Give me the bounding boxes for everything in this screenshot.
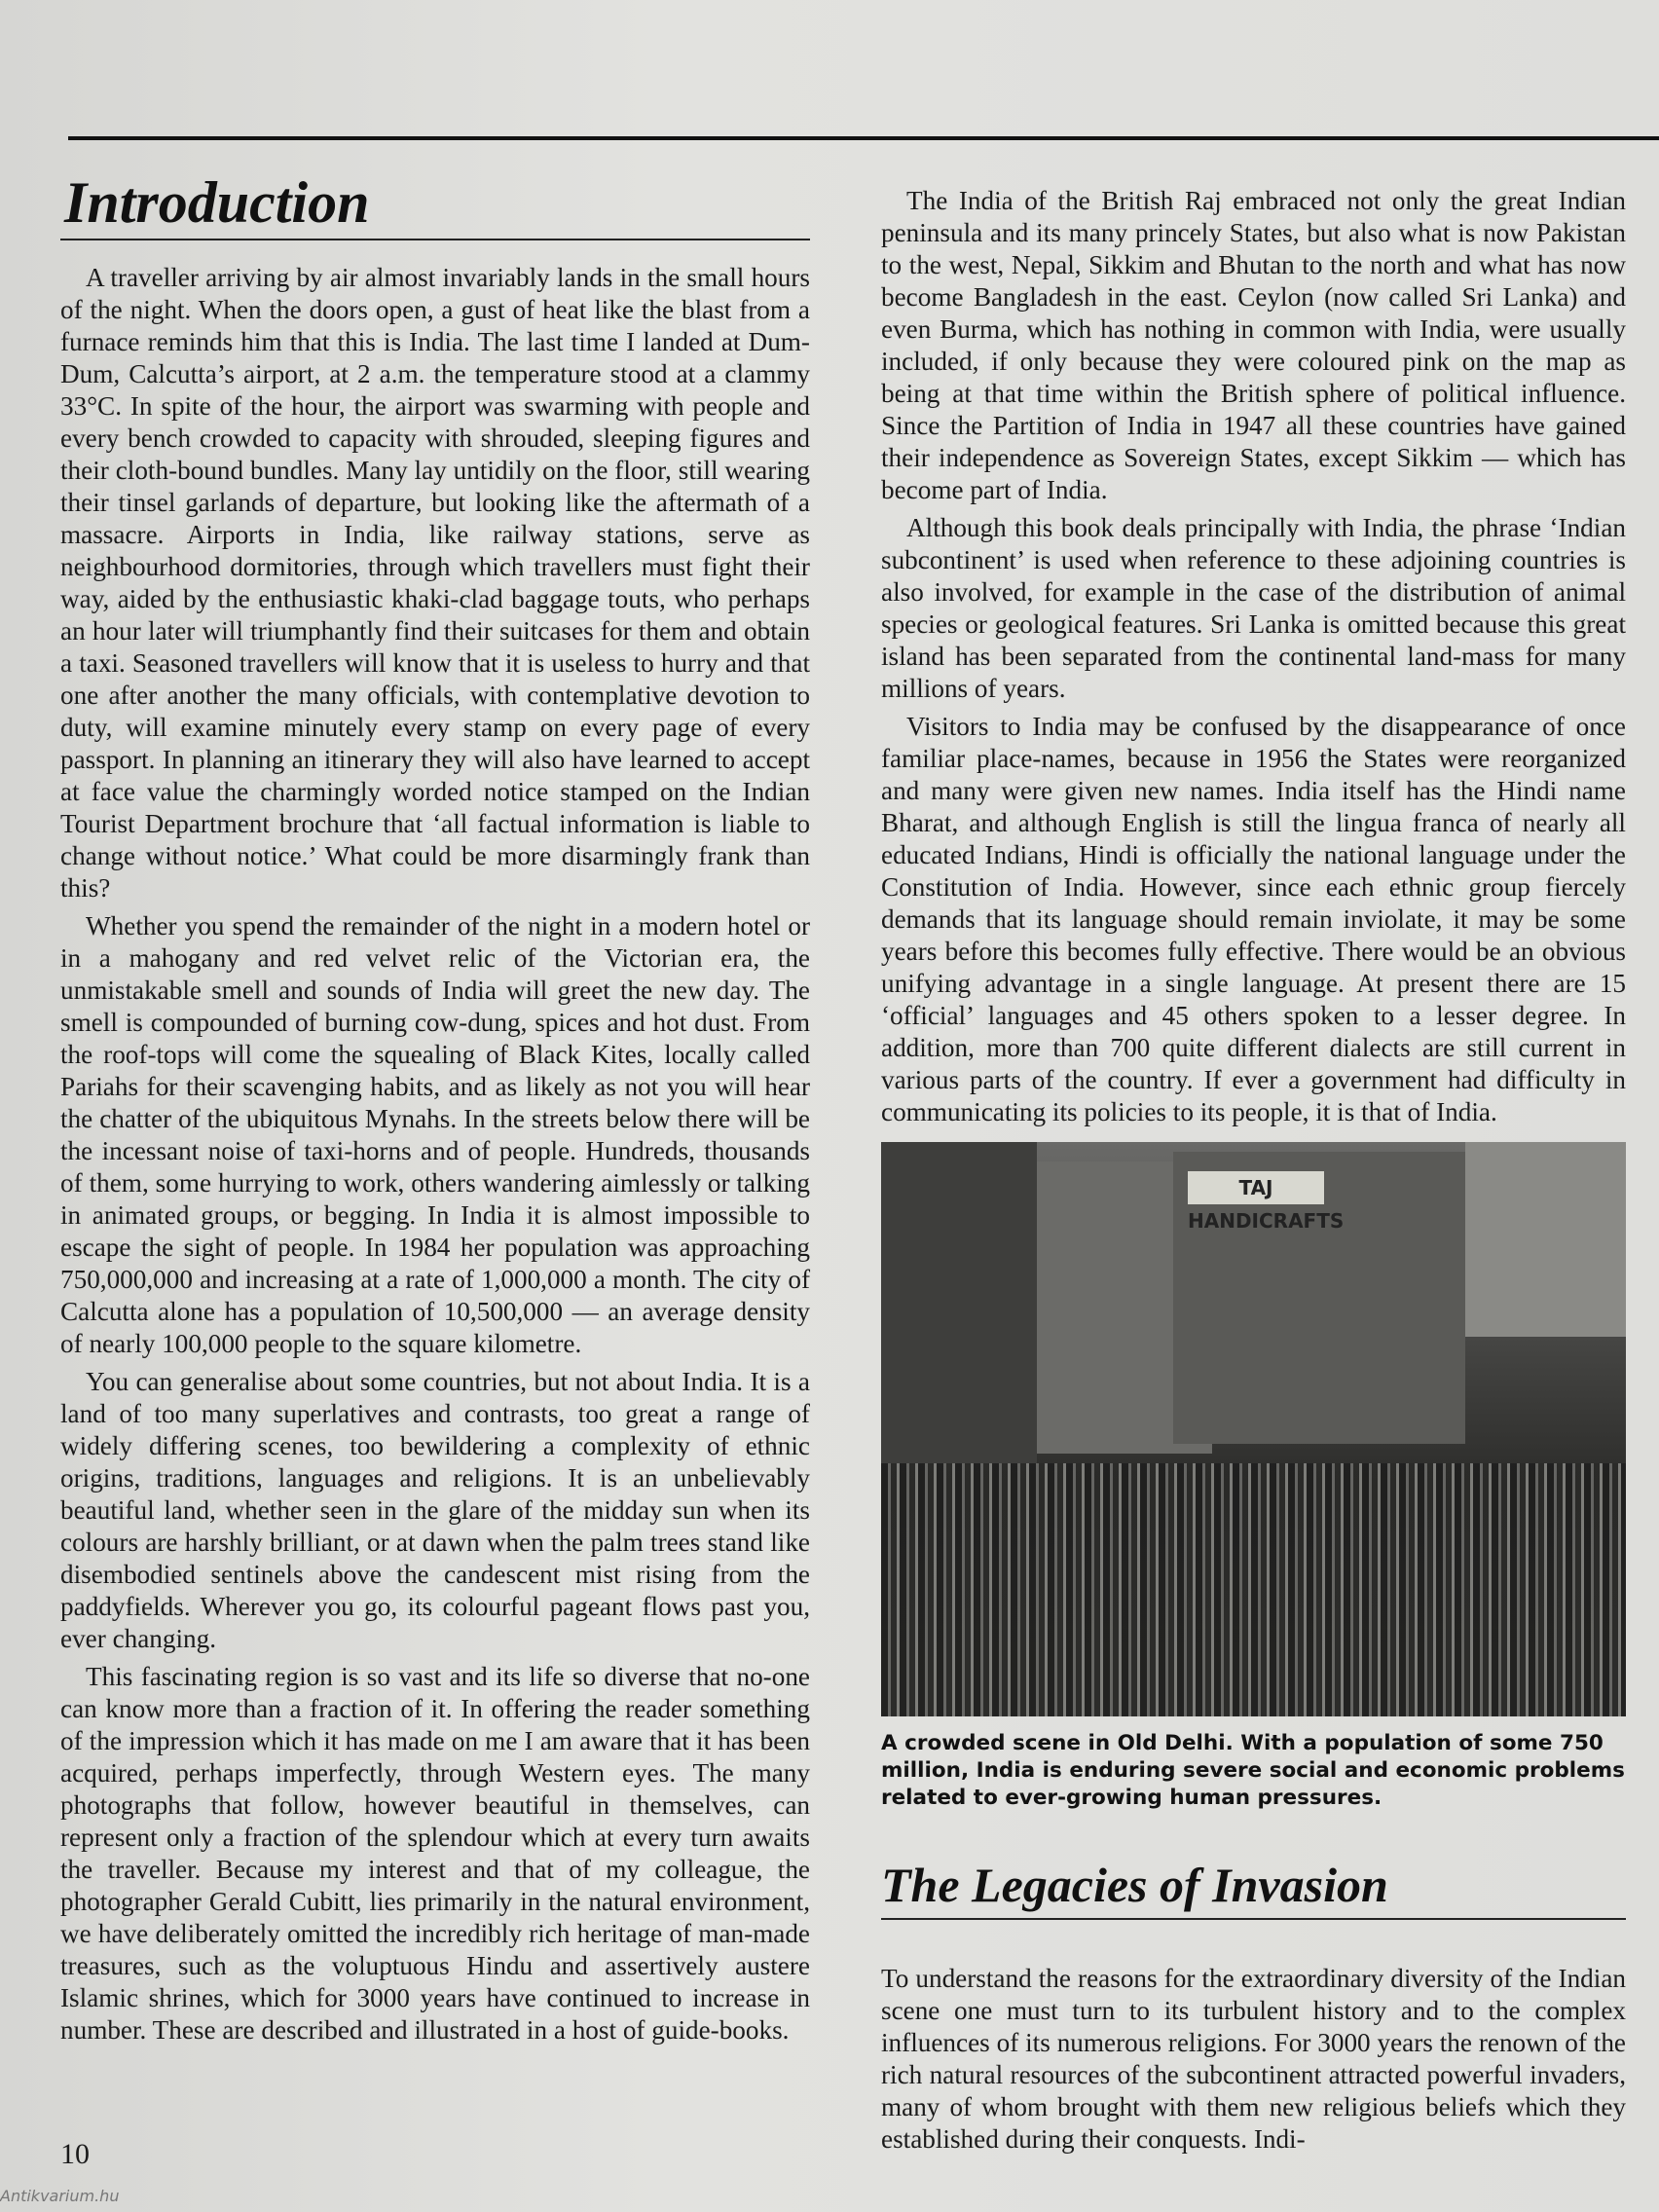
- page-title: Introduction: [64, 170, 370, 235]
- paragraph: To understand the reasons for the extraordinary diversity of the Indian scene one must turn to its turbulent history and to the complex influences of its numerous religions. For 3000 years the renown of the rich natural resources of the subcontinent attracted powerful invaders, many of whom brought with them new religious beliefs which they established during their conquests. Indi-: [881, 1964, 1626, 2154]
- paragraph: Whether you spend the remainder of the night in a modern hotel or in a mahogany and red velvet relic of the Victorian era, the unmistakable smell and sounds of India will greet the new day. The smell is compounded of burning cow-dung, spices and hot dust. From the roof-tops will come the squealing of Black Kites, locally called Pariahs for their scavenging habits, and as likely as not you will hear the chatter of the ubiquitous Mynahs. In the streets below there will be the incessant noise of taxi-horns and of people. Hundreds, thousands of them, some hurrying to work, others wandering aimlessly or talking in animated groups, or begging. In India it is almost impossible to escape the sight of people. In 1984 her population was approaching 750,000,000 and increasing at a rate of 1,000,000 a month. The city of Calcutta alone has a population of 10,500,000 — an average density of nearly 100,000 people to the square kilometre.: [60, 911, 810, 1358]
- heading-rule: [60, 239, 810, 240]
- right-column: [881, 185, 1626, 2161]
- old-delhi-photo: [881, 1142, 1626, 1716]
- page-number: 10: [60, 2138, 90, 2170]
- photo-caption: A crowded scene in Old Delhi. With a population of some 750 million, India is enduring severe social and economic problems related to ever-growing human pressures.: [881, 1731, 1625, 1810]
- paragraph: Visitors to India may be confused by the disappearance of once familiar place-names, because in 1956 the States were reorganized and many were given new names. India itself has the Hindi name Bharat, and although English is still the lingua franca of nearly all educated Indians, Hindi is officially the national language under the Constitution of India. However, since each ethnic group fiercely demands that its language should remain inviolate, it may be some years before this becomes fully effective. There would be an obvious unifying advantage in a single language. At present there are 15 ‘official’ languages and 45 others spoken to a lesser degree. In addition, more than 700 quite different dialects are still current in various parts of the country. If ever a government had difficulty in communicating its policies to its people, it is that of India.: [881, 712, 1626, 1126]
- building-left: [881, 1142, 1037, 1463]
- section-heading: The Legacies of Invasion: [881, 1858, 1388, 1912]
- crowd: [881, 1463, 1626, 1716]
- sky-area: [1465, 1142, 1626, 1337]
- section-rule: [881, 1918, 1626, 1920]
- top-rule: [68, 136, 1659, 140]
- paragraph: This fascinating region is so vast and its life so diverse that no-one can know more than a fraction of it. In offering the reader something of the impression which it has made on me I am aware that it has been acquired, perhaps imperfectly, through Western eyes. The many photographs that follow, however beautiful in themselves, can represent only a fraction of the splendour which at every turn awaits the traveller. Because my interest and that of my colleague, the photographer Gerald Cubitt, lies primarily in the natural environment, we have deliberately omitted the incredibly rich heritage of man-made treasures, such as the voluptuous Hindu and assertively austere Islamic shrines, which for 3000 years have continued to increase in number. These are described and illustrated in a host of guide-books.: [60, 1662, 810, 2045]
- paragraph: Although this book deals principally with India, the phrase ‘Indian subcontinent’ is used when reference to these adjoining countries is also involved, for example in the case of the distribution of animal species or geological features. Sri Lanka is omitted because this great island has been separated from the continental land-mass for many millions of years.: [881, 513, 1626, 703]
- left-column: [60, 170, 810, 2052]
- watermark: Antikvarium.hu: [0, 2187, 120, 2205]
- shop-sign: TAJ HANDICRAFTS: [1188, 1171, 1324, 1204]
- paragraph: You can generalise about some countries, but not about India. It is a land of too many superlatives and contrasts, too great a range of widely differing scenes, too bewildering a complexity of ethnic origins, traditions, languages and religions. It is an unbelievably beautiful land, whether seen in the glare of the midday sun when its colours are harshly brilliant, or at dawn when the palm trees stand like disembodied sentinels above the candescent mist rising from the paddyfields. Wherever you go, its colourful pageant flows past you, ever changing.: [60, 1367, 810, 1653]
- paragraph: The India of the British Raj embraced not only the great Indian peninsula and its many princely States, but also what is now Pakistan to the west, Nepal, Sikkim and Bhutan to the north and what has now become Bangladesh in the east. Ceylon (now called Sri Lanka) and even Burma, which has nothing in common with India, were usually included, if only because they were coloured pink on the map as being at that time within the British sphere of political influence. Since the Partition of India in 1947 all these countries have gained their independence as Sovereign States, except Sikkim — which has become part of India.: [881, 186, 1626, 504]
- paragraph: A traveller arriving by air almost invariably lands in the small hours of the night. When the doors open, a gust of heat like the blast from a furnace reminds him that this is India. The last time I landed at Dum-Dum, Calcutta’s airport, at 2 a.m. the temperature stood at a clammy 33°C. In spite of the hour, the airport was swarming with people and every bench crowded to capacity with shrouded, sleeping figures and their cloth-bound bundles. Many lay untidily on the floor, still wearing their tinsel garlands of departure, but looking like the aftermath of a massacre. Airports in India, like railway stations, serve as neighbourhood dormitories, through which travellers must fight their way, aided by the enthusiastic khaki-clad baggage touts, who perhaps an hour later will triumphantly find their suitcases for them and obtain a taxi. Seasoned travellers will know that it is useless to hurry and that one after another the many officials, with contemplative devotion to duty, will examine minutely every stamp on every page of every passport. In planning an itinerary they will also have learned to accept at face value the charmingly worded notice stamped on the Indian Tourist Department brochure that ‘all factual information is liable to change without notice.’ What could be more disarmingly frank than this?: [60, 263, 810, 903]
